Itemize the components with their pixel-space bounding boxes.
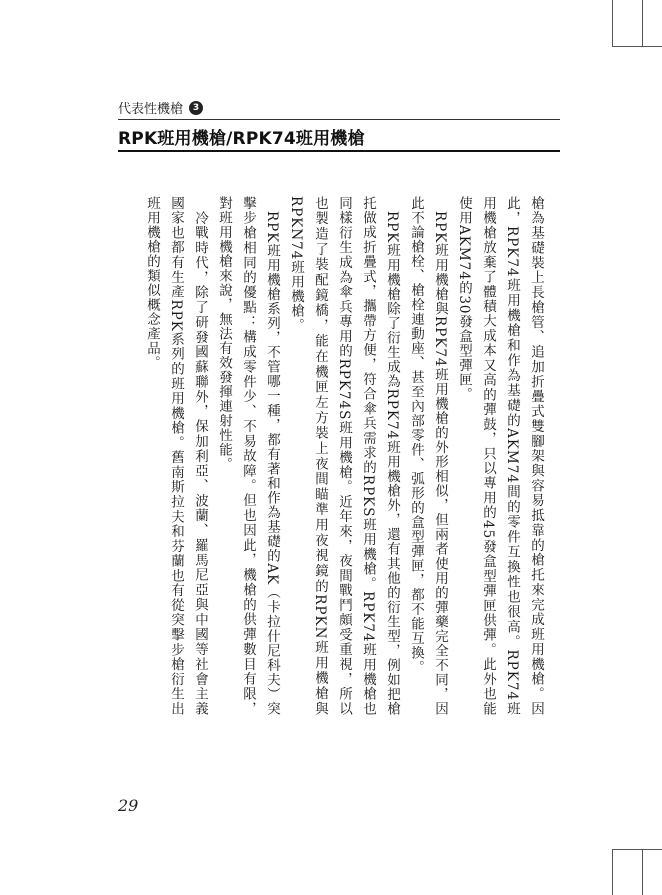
crop-mark [612, 849, 613, 895]
header-rule [118, 119, 560, 120]
body-text [144, 196, 548, 716]
crop-mark [612, 849, 662, 850]
paragraph: 槍為基礎裝上長槍管、追加折疊式雙腳架與容易抵靠的槍托來完成班用機槍。因此，RPK74班用機槍和作為基礎的AKM74間的零件互換性也很高。RPK74班用機槍放棄了體積大成本又高的彈鼓，只以專用的45發盒型彈匣供彈。此外也能使用AKM74的30發盒型彈匣。 [456, 196, 544, 716]
page-number: 29 [118, 796, 139, 815]
section-number-badge: 3 [189, 101, 203, 115]
paragraph: RPK班用機槍與RPK74班用機槍的外形相似，但兩者使用的彈藥完全不同，因此不論槍栓、槍栓連動座、甚至內部零件、弧形的盒型彈匣，都不能互換。 [408, 196, 448, 716]
crop-mark [642, 849, 643, 895]
crop-mark [642, 0, 643, 46]
section-label: 代表性機槍 [118, 102, 184, 117]
crop-mark [612, 0, 613, 46]
page-title: RPK班用機槍/RPK74班用機槍 [118, 129, 365, 149]
paragraph: RPK班用機槍系列，不管哪一種，都有著和作為基礎的AK（卡拉什尼科夫）突擊步槍相同的優點：構成零件少、不易故障。但也因此，機槍的供彈數目有限，對班用機槍來說，無法有效發揮連射性能。 [216, 196, 280, 716]
title-rule [118, 150, 560, 152]
running-header [118, 98, 203, 117]
crop-mark [612, 46, 662, 47]
paragraph: RPK班用機槍除了衍生成為RPK74班用機槍外，還有其他的衍生型，例如把槍托做成折疊式，攜帶方便，符合傘兵需求的RPKS班用機槍。RPK74班用機槍也同樣衍生成為傘兵專用的RPK74S班用機槍。近年來，夜間戰鬥頗受重視，所以也製造了裝配鏡橋，能在機匣左方裝上夜間瞄準用夜視鏡的RPKN班用機槍與RPKN74班用機槍。 [288, 196, 400, 716]
paragraph: 冷戰時代，除了研發國蘇聯外，保加利亞、波蘭、羅馬尼亞與中國等社會主義國家也都有生產RPK系列的班用機槍。舊南斯拉夫和芬蘭也有從突擊步槍衍生出班用機槍的類似概念產品。 [144, 196, 208, 716]
